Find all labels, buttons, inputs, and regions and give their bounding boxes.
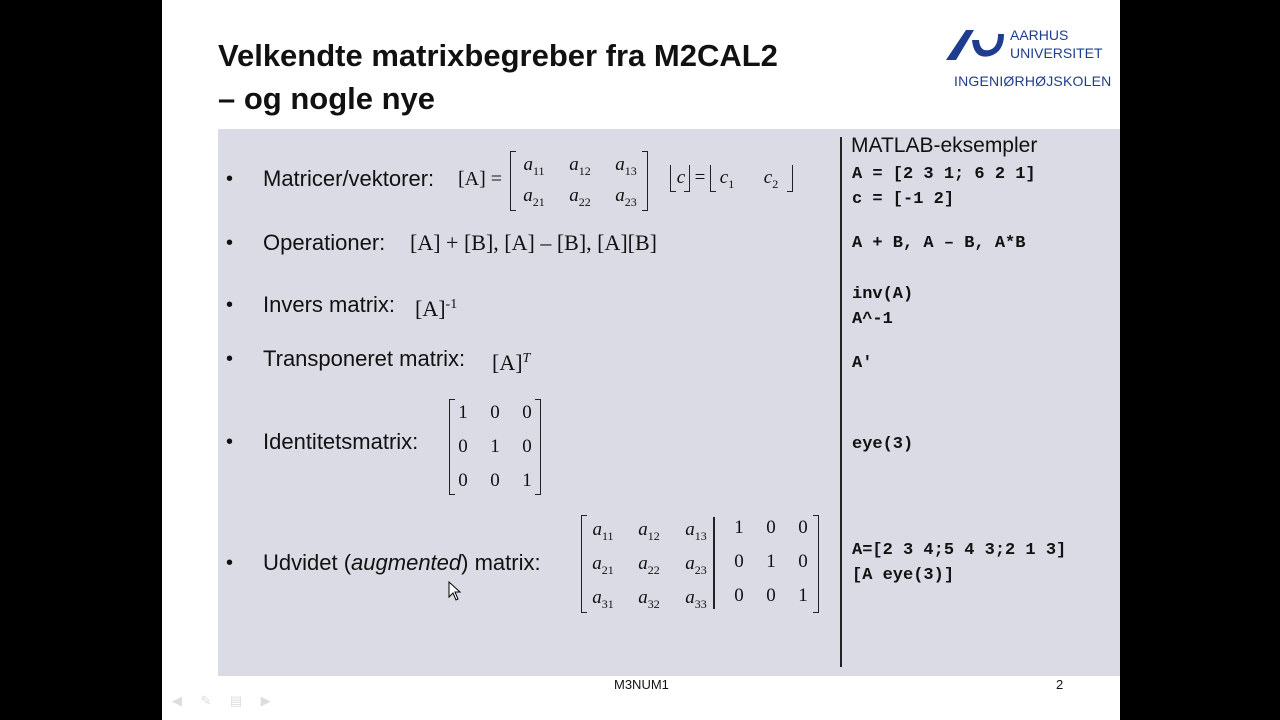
matrix-cell: 0 <box>766 517 776 538</box>
matrix-cell: $a_{12}$ <box>569 154 591 178</box>
bullet-dot: • <box>226 552 234 574</box>
matrix-cell: 1 <box>798 585 808 606</box>
university-logo <box>944 26 1114 96</box>
augment-separator <box>713 517 715 609</box>
footer-course-code: M3NUM1 <box>614 677 669 692</box>
logo-text-aarhus: AARHUS <box>1010 27 1069 43</box>
pen-icon[interactable]: ✎ <box>200 693 212 708</box>
matrix-cell: $a_{11}$ <box>592 519 614 543</box>
matrix-cell: 1 <box>490 436 500 457</box>
mouse-cursor-icon <box>448 581 462 601</box>
title-line-1: Velkendte matrixbegreber fra M2CAL2 <box>218 38 778 73</box>
matrix-cell: 0 <box>458 436 468 457</box>
au-logo-icon <box>944 26 1008 62</box>
matrix-cell: 0 <box>522 436 532 457</box>
matrix-cell: $a_{33}$ <box>685 587 707 611</box>
bullet-label: Udvidet (augmented) matrix: <box>263 550 541 575</box>
matrix-cell: 0 <box>490 470 500 491</box>
bullet-label: Matricer/vektorer: <box>263 166 435 191</box>
bullet-label: Operationer: <box>263 230 386 255</box>
inverse-exponent: -1 <box>445 297 458 312</box>
transpose-exponent: T <box>522 351 531 366</box>
bullet-dot: • <box>226 294 234 316</box>
column-divider <box>840 137 842 667</box>
operations-math: [A] + [B], [A] – [B], [A][B] <box>410 230 658 255</box>
bullet-dot: • <box>226 431 234 453</box>
menu-icon[interactable]: ▤ <box>229 693 243 708</box>
augmented-matrix <box>581 515 821 613</box>
matrix-cell: 0 <box>734 585 744 606</box>
vector-c: c = $c_1$ $c_2$ <box>670 165 795 195</box>
matrix-cell: $a_{13}$ <box>685 519 707 543</box>
logo-text-school: INGENIØRHØJSKOLEN <box>954 73 1112 89</box>
bullet-dot: • <box>226 348 234 370</box>
next-arrow-icon[interactable]: ▶ <box>260 693 271 708</box>
matrix-cell: 0 <box>734 551 744 572</box>
matrix-cell: $a_{32}$ <box>638 587 660 611</box>
bullet-dot: • <box>226 232 234 254</box>
matlab-example-inverse: inv(A) A^-1 <box>852 285 914 329</box>
bullet-label: Identitetsmatrix: <box>263 429 419 454</box>
matrix-cell: $a_{11}$ <box>523 154 545 178</box>
bullet-transpose <box>218 339 838 379</box>
matrix-cell: 1 <box>766 551 776 572</box>
matrix-cell: $a_{31}$ <box>592 587 614 611</box>
logo-text-universitet: UNIVERSITET <box>1010 45 1103 61</box>
content-panel <box>218 129 1120 676</box>
title-line-2: – og nogle nye <box>218 81 436 116</box>
matrix-cell: 1 <box>522 470 532 491</box>
matrix-A-lhs: [A] = <box>458 168 503 190</box>
matrix-cell: 0 <box>522 402 532 423</box>
bullet-label: Invers matrix: <box>263 292 396 317</box>
page-number: 2 <box>1056 677 1064 692</box>
matrix-cell: $a_{13}$ <box>615 154 637 178</box>
matrix-cell: $a_{12}$ <box>638 519 660 543</box>
slideshow-toolbar <box>172 692 285 710</box>
bullet-dot: • <box>226 168 234 190</box>
matrix-cell: 0 <box>798 517 808 538</box>
bullet-inverse <box>218 285 838 325</box>
matrix-cell: 0 <box>798 551 808 572</box>
bullet-operations <box>218 223 838 263</box>
matlab-heading: MATLAB-eksempler <box>851 134 1038 157</box>
matrix-cell: $a_{23}$ <box>615 185 637 209</box>
matrix-cell: $a_{21}$ <box>523 185 545 209</box>
transpose-math: [A] <box>492 350 523 375</box>
slide-title <box>218 34 778 120</box>
matrix-cell: 0 <box>766 585 776 606</box>
inverse-math: [A] <box>415 296 446 321</box>
matlab-example-matrices: A = [2 3 1; 6 2 1] c = [-1 2] <box>852 165 1036 209</box>
matrix-cell: $a_{22}$ <box>569 185 591 209</box>
slide <box>162 0 1120 720</box>
matlab-example-identity: eye(3) <box>852 435 914 454</box>
matlab-example-augmented: A=[2 3 4;5 4 3;2 1 3] [A eye(3)] <box>852 541 1067 585</box>
matrix-cell: 1 <box>458 402 468 423</box>
matrix-cell: $a_{22}$ <box>638 553 660 577</box>
bullet-label: Transponeret matrix: <box>263 346 466 371</box>
matrix-cell: $a_{21}$ <box>592 553 614 577</box>
matrix-cell: $a_{23}$ <box>685 553 707 577</box>
matrix-cell: 1 <box>734 517 744 538</box>
matrix-cell: 0 <box>458 470 468 491</box>
previous-arrow-icon[interactable]: ◀ <box>172 693 182 708</box>
identity-matrix <box>449 399 543 495</box>
matlab-example-transpose: A' <box>852 354 873 373</box>
matrix-A <box>510 151 650 211</box>
matlab-example-operations: A + B, A – B, A*B <box>852 234 1026 253</box>
matrix-cell: 0 <box>490 402 500 423</box>
